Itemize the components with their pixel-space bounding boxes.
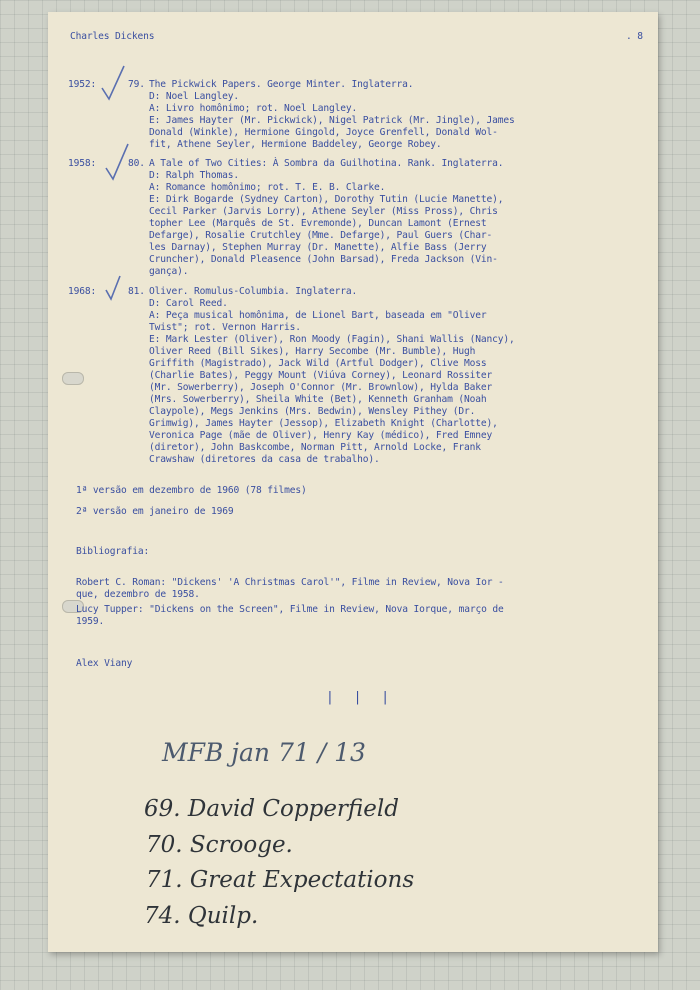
entry-line: Cruncher), Donald Pleasence (John Barsad), Freda Jackson (Vin- xyxy=(149,254,498,265)
entry-line: fit, Athene Seyler, Hermione Baddeley, George Robey. xyxy=(149,139,442,150)
entry-number: 80. xyxy=(128,158,145,169)
entry-line: E: James Hayter (Mr. Pickwick), Nigel Patrick (Mr. Jingle), James xyxy=(149,115,515,126)
handwritten-heading: MFB jan 71 / 13 xyxy=(162,738,366,767)
handwritten-item: 74. Quilp. xyxy=(144,903,259,929)
entry-line: Crawshaw (diretores da casa de trabalho). xyxy=(149,454,380,465)
entry-line: D: Ralph Thomas. xyxy=(149,170,240,181)
entry-line: D: Noel Langley. xyxy=(149,91,240,102)
entry-line: gança). xyxy=(149,266,189,277)
entry-line: Grimwig), James Hayter (Jessop), Elizabeth Knight (Charlotte), xyxy=(149,418,498,429)
entry-year: 1968: xyxy=(68,286,97,297)
entry-line: A: Peça musical homônima, de Lionel Bart, baseada em "Oliver xyxy=(149,310,487,321)
entry-line: Defarge), Rosalie Crutchley (Mme. Defarge), Paul Guers (Char- xyxy=(149,230,493,241)
entry-title: The Pickwick Papers. George Minter. Inglaterra. xyxy=(149,79,414,90)
entry-line: (Charlie Bates), Peggy Mount (Viúva Corney), Leonard Rossiter xyxy=(149,370,493,381)
entry-line: Twist"; rot. Vernon Harris. xyxy=(149,322,301,333)
header-author: Charles Dickens xyxy=(70,31,155,42)
handwritten-item: 69. David Copperfield xyxy=(144,796,399,822)
entry-line: Veronica Page (mãe de Oliver), Henry Kay (médico), Fred Emney xyxy=(149,430,493,441)
bibliography-heading: Bibliografia: xyxy=(76,546,150,557)
entry-line: (Mrs. Sowerberry), Sheila White (Bet), Kenneth Granham (Noah xyxy=(149,394,487,405)
punch-hole xyxy=(62,372,84,385)
checkmark-icon xyxy=(100,64,126,102)
handwritten-item: 71. Great Expectations xyxy=(146,867,415,893)
entry-line: (Mr. Sowerberry), Joseph O'Connor (Mr. Brownlow), Hylda Baker xyxy=(149,382,493,393)
entry-line: A: Livro homônimo; rot. Noel Langley. xyxy=(149,103,358,114)
entry-line: E: Dirk Bogarde (Sydney Carton), Dorothy Tutin (Lucie Manette), xyxy=(149,194,504,205)
entry-line: Oliver Reed (Bill Sikes), Harry Secombe (Mr. Bumble), Hugh xyxy=(149,346,476,357)
entry-line: Cecil Parker (Jarvis Lorry), Athene Seyler (Miss Pross), Chris xyxy=(149,206,498,217)
bibliography-entry: 1959. xyxy=(76,616,105,627)
entry-title: Oliver. Romulus-Columbia. Inglaterra. xyxy=(149,286,358,297)
document-page xyxy=(48,12,658,952)
checkmark-icon xyxy=(104,142,130,182)
entry-number: 81. xyxy=(128,286,145,297)
handwritten-item: 70. Scrooge. xyxy=(146,832,293,858)
entry-line: Claypole), Megs Jenkins (Mrs. Bedwin), Wensley Pithey (Dr. xyxy=(149,406,476,417)
entry-line: D: Carol Reed. xyxy=(149,298,228,309)
version-note: 2ª versão em janeiro de 1969 xyxy=(76,506,234,517)
separator-marks: | | | xyxy=(326,690,396,705)
entry-line: (diretor), John Baskcombe, Norman Pitt, Arnold Locke, Frank xyxy=(149,442,481,453)
bibliography-entry: Robert C. Roman: "Dickens' 'A Christmas Carol'", Filme in Review, Nova Ior - xyxy=(76,577,504,588)
bibliography-entry: que, dezembro de 1958. xyxy=(76,589,200,600)
entry-line: A: Romance homônimo; rot. T. E. B. Clarke. xyxy=(149,182,386,193)
bibliography-entry: Lucy Tupper: "Dickens on the Screen", Filme in Review, Nova Iorque, março de xyxy=(76,604,504,615)
entry-number: 79. xyxy=(128,79,145,90)
entry-year: 1958: xyxy=(68,158,97,169)
entry-title: A Tale of Two Cities: À Sombra da Guilhotina. Rank. Inglaterra. xyxy=(149,158,504,169)
version-note: 1ª versão em dezembro de 1960 (78 filmes) xyxy=(76,485,307,496)
entry-line: E: Mark Lester (Oliver), Ron Moody (Fagin), Shani Wallis (Nancy), xyxy=(149,334,515,345)
page-number: . 8 xyxy=(626,31,643,42)
entry-year: 1952: xyxy=(68,79,97,90)
entry-line: topher Lee (Marquês de St. Evremonde), Duncan Lamont (Ernest xyxy=(149,218,487,229)
checkmark-icon xyxy=(104,274,122,302)
entry-line: Donald (Winkle), Hermione Gingold, Joyce Grenfell, Donald Wol- xyxy=(149,127,498,138)
entry-line: Griffith (Magistrado), Jack Wild (Artful Dodger), Clive Moss xyxy=(149,358,487,369)
entry-line: les Darnay), Stephen Murray (Dr. Manette), Alfie Bass (Jerry xyxy=(149,242,487,253)
typed-signature: Alex Viany xyxy=(76,658,133,669)
